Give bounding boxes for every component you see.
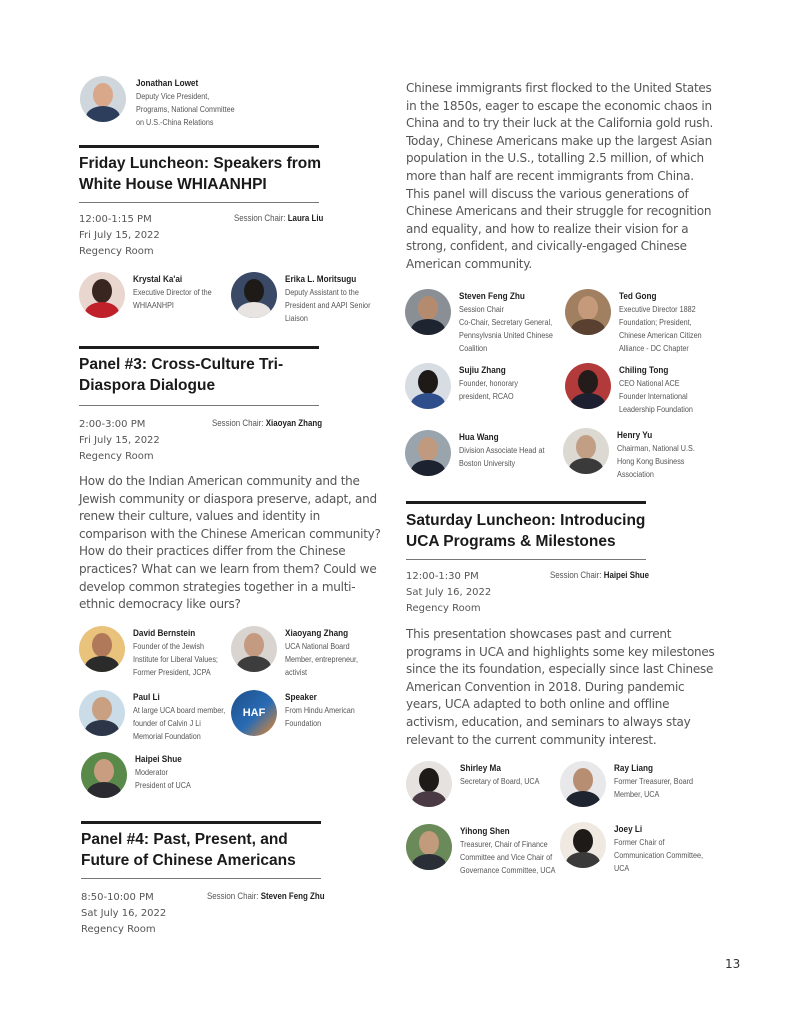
session-time: 2:00-3:00 PM Fri July 15, 2022 Regency Room — [79, 419, 160, 462]
speaker-title: Deputy Vice President, Programs, National Committee on U.S.-China Relations — [136, 91, 235, 127]
speaker-card — [231, 626, 372, 679]
avatar — [406, 761, 452, 807]
speaker-name: Henry Yu — [617, 430, 653, 441]
avatar — [405, 363, 451, 409]
speaker-card — [406, 824, 574, 877]
avatar — [79, 272, 125, 318]
speaker-title: Session Chair Co-Chair, Secretary General, Pennsylvsnia United Chinese Coalition — [459, 304, 553, 353]
speaker-card — [560, 761, 708, 807]
avatar — [79, 626, 125, 672]
speaker-name: Paul Li — [133, 692, 160, 703]
saturday-luncheon-title: Saturday Luncheon: Introducing UCA Programs & Milestones — [406, 512, 646, 550]
speaker-card — [79, 626, 234, 679]
avatar — [406, 824, 452, 870]
speaker-card — [560, 822, 720, 875]
section-divider — [81, 821, 321, 824]
friday-luncheon-title: Friday Luncheon: Speakers from White House WHIAANHPI — [79, 155, 322, 193]
speaker-name: Sujiu Zhang — [459, 365, 506, 376]
haf-logo: HAF — [231, 690, 277, 736]
saturday-luncheon-description: This presentation showcases past and current programs in UCA and highlights some key milestones since the its foundation, especially since last Chinese American Convention in 2018. During pandemic years, UCA adapted to both online and offline activism, education, and seminars to always stay relevant to the current community interest. — [406, 627, 715, 747]
speaker-card — [79, 272, 227, 318]
speaker-card — [406, 761, 555, 807]
speaker-name: Yihong Shen — [460, 826, 510, 837]
speaker-name: Erika L. Moritsugu — [285, 274, 357, 285]
speaker-card — [565, 363, 707, 416]
speaker-card — [80, 76, 254, 129]
speaker-card — [405, 289, 571, 355]
speaker-name: Ray Liang — [614, 763, 654, 774]
speaker-title: Division Associate Head at Boston University — [459, 445, 545, 468]
divider — [79, 405, 319, 406]
speaker-name: Joey Li — [614, 824, 643, 835]
avatar — [563, 428, 609, 474]
session-chair: Session Chair: Xiaoyan Zhang — [212, 418, 323, 428]
speaker-name: Haipei Shue — [135, 754, 182, 765]
panel3-title: Panel #3: Cross-Culture Tri- Diaspora Dialogue — [79, 356, 284, 394]
panel4-title: Panel #4: Past, Present, and Future of Chinese Americans — [81, 831, 296, 869]
speaker-card — [81, 752, 201, 798]
speaker-title: Executive Director of the WHIAANHPI — [133, 287, 212, 310]
speaker-name: Xiaoyang Zhang — [285, 628, 349, 639]
speaker-title: Former Treasurer, Board Member, UCA — [614, 776, 694, 799]
session-chair: Session Chair: Steven Feng Zhu — [207, 891, 325, 901]
avatar — [405, 289, 451, 335]
section-divider — [406, 501, 646, 504]
speaker-name: Ted Gong — [619, 291, 657, 302]
avatar — [231, 626, 277, 672]
speaker-title: Executive Director 1882 Foundation; President, Chinese American Citizen Alliance - DC Chapter — [619, 304, 702, 353]
avatar — [231, 272, 277, 318]
speaker-title: Former Chair of Communication Committee, UCA — [614, 837, 704, 873]
panel3-description: How do the Indian American community and the Jewish community or diaspora preserve, adapt, and renew their culture, values and identity in comparison with the Chinese American community? How do their practices differ from the Chinese practices? What can we learn from them? Could we develop common strategies together in a multi-ethnic democracy like ours? — [79, 474, 381, 612]
speaker-name: Jonathan Lowet — [136, 78, 199, 89]
panel4-description: Chinese immigrants first flocked to the United States in the 1850s, eager to escape the economic chaos in China and to try their luck at the California gold rush. Today, Chinese Americans make up the largest Asian population in the U.S., totalling 2.5 million, of which more than half are recent immigrants from China. This panel will discuss the various generations of Chinese Americans and their struggle for recognition and equality, and how to realize their vision for a strong, confident, and civically-engaged Chinese American community. — [406, 81, 714, 271]
divider — [406, 559, 646, 560]
session-chair: Session Chair: Laura Liu — [234, 213, 324, 223]
speaker-card — [565, 289, 717, 355]
speaker-title: Moderator President of UCA — [135, 767, 191, 790]
avatar — [560, 761, 606, 807]
section-divider — [79, 145, 319, 148]
speaker-title: Treasurer, Chair of Finance Committee and Vice Chair of Governance Committee, UCA — [460, 839, 556, 875]
avatar — [81, 752, 127, 798]
speaker-card — [231, 690, 368, 736]
avatar — [565, 289, 611, 335]
speaker-title: UCA National Board Member, entrepreneur, activist — [285, 641, 359, 677]
speaker-title: Chairman, National U.S. Hong Kong Business Association — [617, 443, 695, 479]
speaker-title: Founder, honorary president, RCAO — [459, 378, 518, 401]
avatar — [79, 690, 125, 736]
speaker-name: Chiling Tong — [619, 365, 669, 376]
speaker-name: David Bernstein — [133, 628, 196, 639]
speaker-title: Founder of the Jewish Institute for Liberal Values; Former President, JCPA — [133, 641, 218, 677]
speaker-card — [405, 363, 529, 409]
speaker-title: Deputy Assistant to the President and AAPI Senior Liaison — [285, 287, 371, 323]
speaker-name: Krystal Ka'ai — [133, 274, 183, 285]
speaker-title: CEO National ACE Founder International Leadership Foundation — [619, 378, 693, 414]
speaker-card — [231, 272, 387, 325]
session-time: 12:00-1:15 PM Fri July 15, 2022 Regency Room — [79, 214, 160, 257]
section-divider — [79, 346, 319, 349]
speaker-title: At large UCA board member, founder of Calvin J Li Memorial Foundation — [133, 705, 226, 741]
speaker-name: Steven Feng Zhu — [459, 291, 525, 302]
session-time: 8:50-10:00 PM Sat July 16, 2022 Regency Room — [81, 892, 167, 935]
speaker-title: From Hindu American Foundation — [285, 705, 355, 728]
speaker-card — [79, 690, 243, 743]
avatar — [405, 430, 451, 476]
session-time: 12:00-1:30 PM Sat July 16, 2022 Regency Room — [406, 571, 492, 614]
speaker-card — [563, 428, 710, 481]
speaker-title: Secretary of Board, UCA — [460, 776, 540, 786]
speaker-name: Hua Wang — [459, 432, 499, 443]
speaker-card — [405, 430, 561, 476]
divider — [81, 878, 321, 879]
page-number: 13 — [725, 957, 741, 971]
avatar — [560, 822, 606, 868]
avatar — [80, 76, 126, 122]
speaker-name: Shirley Ma — [460, 763, 501, 774]
session-chair: Session Chair: Haipei Shue — [550, 570, 650, 580]
speaker-name: Speaker — [285, 692, 317, 703]
avatar — [565, 363, 611, 409]
divider — [79, 202, 319, 203]
